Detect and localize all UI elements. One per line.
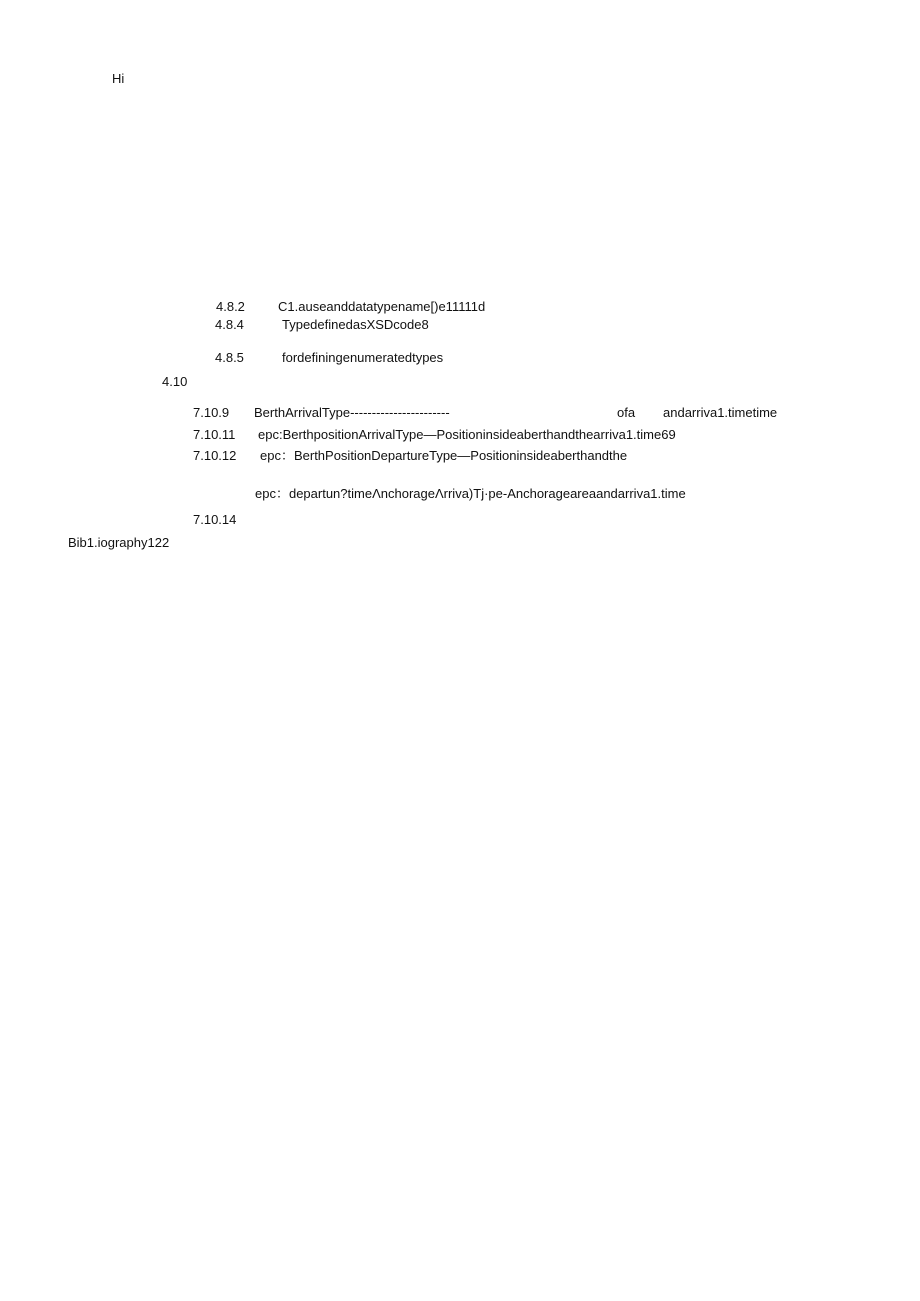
toc-number: 4.8.4 (215, 317, 244, 332)
toc-title: Bib1.iography122 (68, 535, 170, 550)
toc-title: fordefiningenumeratedtypes (282, 350, 444, 365)
toc-title: epc:BerthpositionArrivalType—Positioninsideaberthandthearriva1.time69 (258, 427, 676, 442)
toc-title-fragment: ofa (617, 405, 636, 420)
toc-number: 7.10.12 (193, 448, 237, 463)
toc-title: epc：departun?timeΛnchorageΛrriva)Tj·pe-Anchorageareaandarriva1.time (255, 486, 686, 501)
toc-title: epc：BerthPositionDepartureType—Positioninsideaberthandthe (260, 448, 628, 463)
toc-number: 4.8.2 (216, 299, 245, 314)
toc-title: TypedefinedasXSDcode8 (282, 317, 429, 332)
toc-title: BerthArrivalType----------------------- (254, 405, 450, 420)
header-mark: Hi (112, 71, 125, 86)
toc-number: 7.10.14 (193, 512, 237, 527)
toc-number: 7.10.11 (193, 427, 236, 442)
toc-title-fragment: andarriva1.timetime (663, 405, 778, 420)
toc-title: C1.auseanddatatypename[)e11111d (278, 299, 486, 314)
toc-number: 4.10 (162, 374, 188, 389)
toc-number: 4.8.5 (215, 350, 244, 365)
toc-number: 7.10.9 (193, 405, 230, 420)
